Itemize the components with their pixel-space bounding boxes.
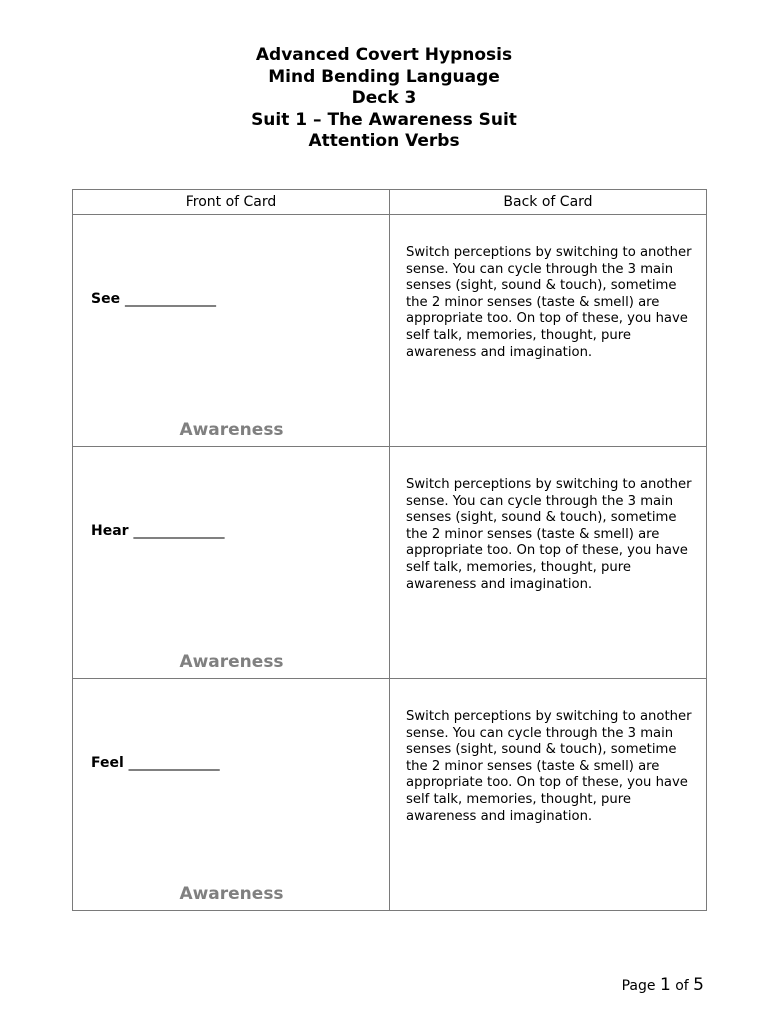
page-current: 1: [659, 975, 671, 995]
card-back-text: Switch perceptions by switching to another sense. You can cycle through the 3 main senses (sight, sound & touch), sometime the 2 minor senses (taste & smell) are appropriate too. On top of these, you have self talk, memories, thought, pure awareness and imagination.: [406, 245, 692, 360]
card-front-cell: [73, 215, 390, 447]
card-back-cell: [390, 447, 707, 679]
suit-label: Awareness: [179, 420, 284, 440]
suit-label: Awareness: [179, 884, 284, 904]
page-label: Page: [621, 978, 656, 994]
page-number: [622, 975, 704, 995]
table-header-row: [73, 190, 707, 215]
page-total: 5: [693, 975, 704, 995]
title-line-5: Attention Verbs: [308, 131, 460, 151]
card-verb: [91, 523, 224, 539]
title-line-4: Suit 1 – The Awareness Suit: [251, 109, 517, 130]
card-front-cell: [73, 679, 390, 911]
verb-blank: _____________: [128, 755, 220, 771]
card-back-cell: [390, 215, 707, 447]
card-back-cell: [390, 679, 707, 911]
of-label: of: [675, 978, 689, 994]
title-line-2: Mind Bending Language: [268, 66, 500, 87]
header-front-of-card: Front of Card: [73, 190, 390, 215]
verb-blank: _____________: [133, 523, 225, 539]
title-line-3: Deck 3: [351, 88, 417, 108]
card-verb: [91, 291, 216, 307]
suit-label: Awareness: [179, 652, 284, 672]
card-table: [72, 189, 707, 911]
table-row: [73, 215, 707, 447]
header-back-of-card: Back of Card: [390, 190, 707, 215]
verb-text: See: [91, 291, 121, 307]
verb-text: Hear: [91, 523, 129, 539]
title-line-1: Advanced Covert Hypnosis: [255, 45, 513, 65]
card-back-text: Switch perceptions by switching to another sense. You can cycle through the 3 main senses (sight, sound & touch), sometime the 2 minor senses (taste & smell) are appropriate too. On top of these, you have self talk, memories, thought, pure awareness and imagination.: [406, 709, 692, 824]
card-back-text: Switch perceptions by switching to another sense. You can cycle through the 3 main senses (sight, sound & touch), sometime the 2 minor senses (taste & smell) are appropriate too. On top of these, you have self talk, memories, thought, pure awareness and imagination.: [406, 477, 692, 592]
table-row: [73, 679, 707, 911]
card-front-cell: [73, 447, 390, 679]
document-title: [0, 45, 768, 153]
verb-text: Feel: [91, 755, 124, 771]
verb-blank: _____________: [124, 291, 216, 307]
card-verb: [91, 755, 220, 771]
table-row: [73, 447, 707, 679]
